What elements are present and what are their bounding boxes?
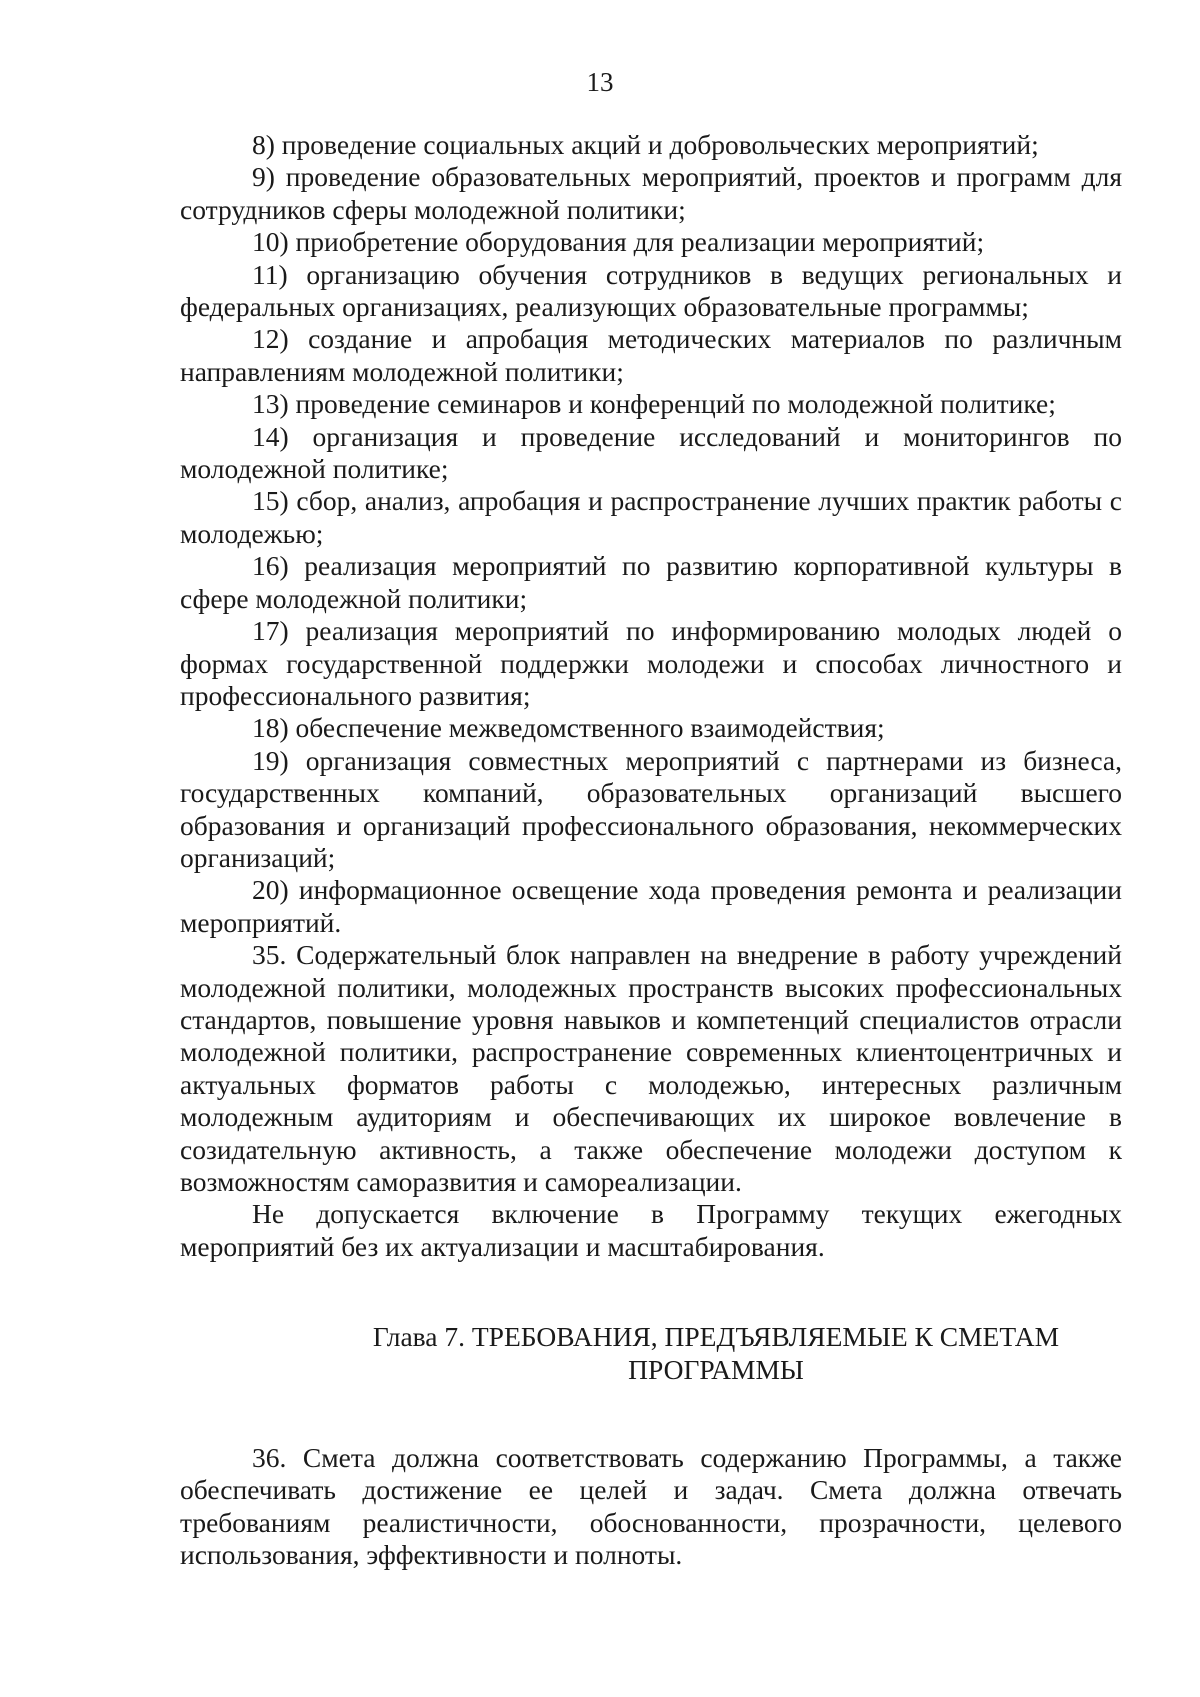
list-item: 18) обеспечение межведомственного взаимодействия; [252,712,885,744]
list-item: 16) реализация мероприятий по развитию корпоративной культуры в сфере молодежной политики; [180,550,1122,614]
chapter-7-heading [180,1321,1122,1386]
list-item: 11) организацию обучения сотрудников в ведущих региональных и федеральных организациях, реализующих образовательные программы; [180,258,1122,323]
list-item: 13) проведение семинаров и конференций по молодежной политике; [252,388,1056,420]
chapter-7-heading-line-2: ПРОГРАММЫ [628,1353,804,1385]
list-item: 20) информационное освещение хода проведения ремонта и реализации мероприятий. [180,874,1122,938]
list-item: 10) приобретение оборудования для реализации мероприятий; [252,226,985,258]
list-item: 15) сбор, анализ, апробация и распространение лучших практик работы с молодежью; [180,485,1122,549]
chapter-7-heading-line-1: Глава 7. ТРЕБОВАНИЯ, ПРЕДЪЯВЛЯЕМЫЕ К СМЕТАМ [372,1321,1060,1353]
list-item: 17) реализация мероприятий по информированию молодых людей о формах государственной поддержки молодежи и способах личностного и профессионального развития; [180,615,1122,711]
document-body [180,129,1122,1572]
paragraph-36: 36. Смета должна соответствовать содержанию Программы, а также обеспечивать достижение ее целей и задач. Смета должна отвечать требованиям реалистичности, обоснованности, прозрачности, целевого использования, эффективности и полноты. [180,1442,1122,1571]
list-item: 8) проведение социальных акций и добровольческих мероприятий; [252,129,1039,160]
list-item: 9) проведение образовательных мероприятий, проектов и программ для сотрудников сферы молодежной политики; [180,161,1122,225]
paragraph-35: 35. Содержательный блок направлен на внедрение в работу учреждений молодежной политики, молодежных пространств высоких профессиональных стандартов, повышение уровня навыков и компетенций специалистов отрасли молодежной политики, распространение современных клиентоцентричных и актуальных форматов работы с молодежью, интересных различным молодежным аудиториям и обеспечивающих их широкое вовлечение в созидательную активность, а также обеспечение молодежи доступом к возможностям саморазвития и самореализации. [180,939,1122,1197]
paragraph-35-note: Не допускается включение в Программу текущих ежегодных мероприятий без их актуализации и масштабирования. [180,1198,1122,1262]
list-item: 14) организация и проведение исследований и мониторингов по молодежной политике; [180,420,1122,485]
page-number: 13 [586,67,614,97]
list-item: 19) организация совместных мероприятий с партнерами из бизнеса, государственных компаний, образовательных организаций высшего образования и организаций профессионального образования, некоммерческих организаций; [180,744,1122,873]
list-item: 12) создание и апробация методических материалов по различным направлениям молодежной политики; [180,323,1122,387]
